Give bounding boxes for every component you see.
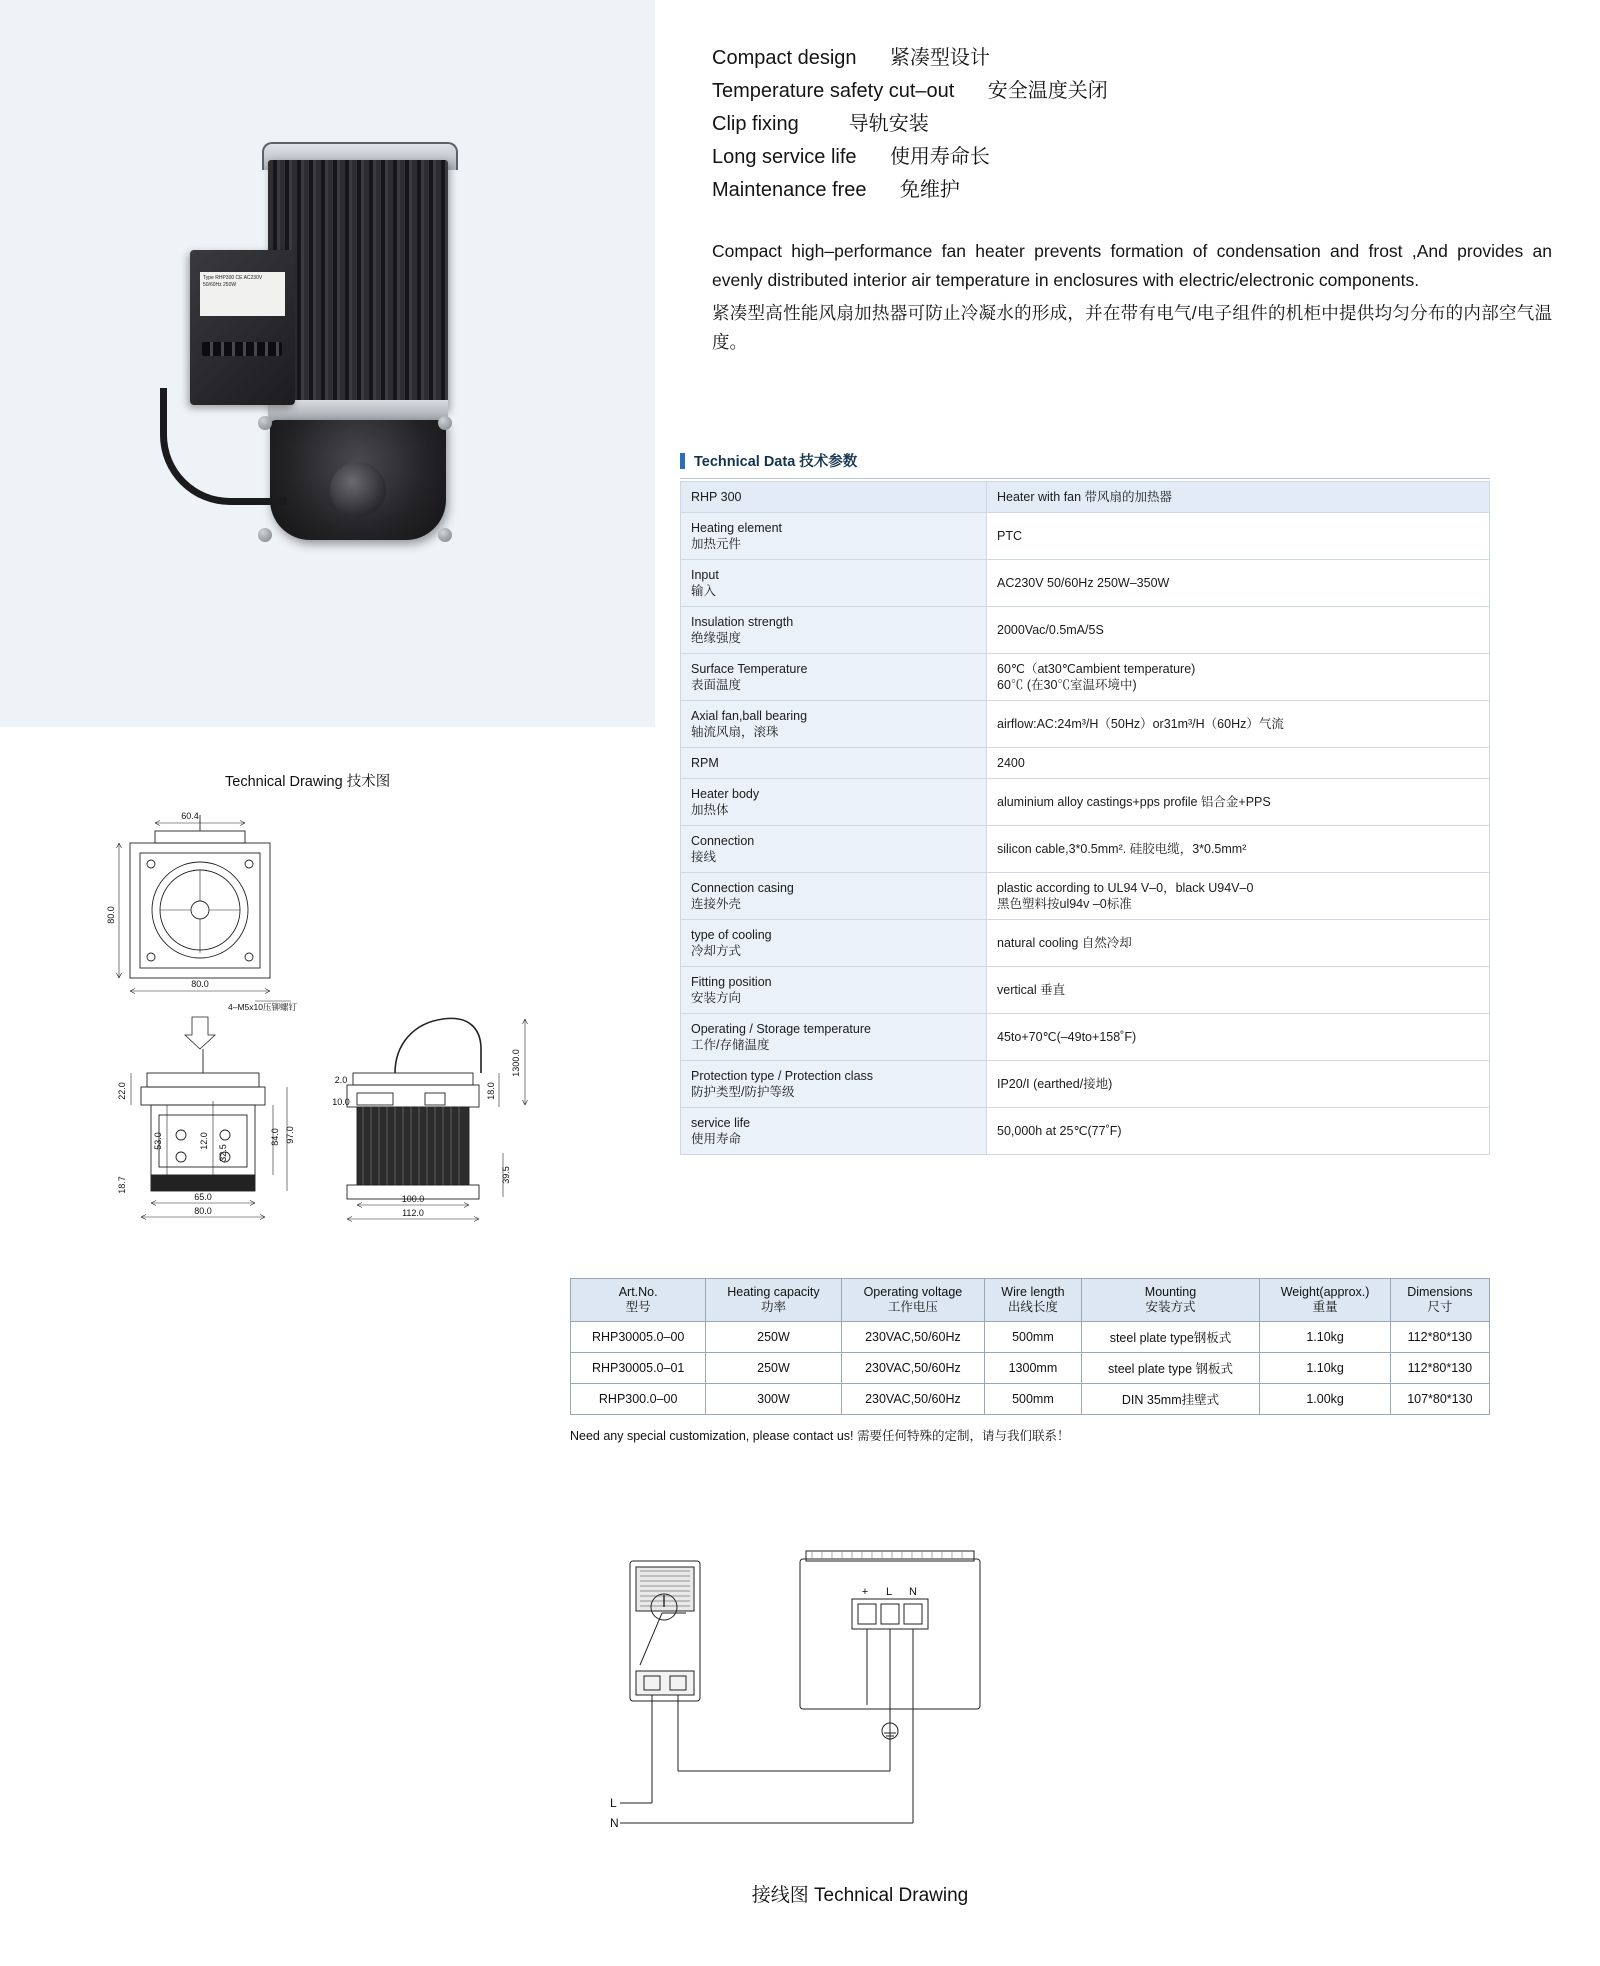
spec-key-cn: 表面温度	[691, 678, 742, 692]
spec-value-en: plastic according to UL94 V–0，black U94V–0	[997, 881, 1254, 895]
feature-item: Maintenance free 免维护	[712, 179, 960, 201]
table-row	[681, 1108, 1490, 1155]
cell-mounting: steel plate type 钢板式	[1081, 1353, 1260, 1384]
svg-text:10.0: 10.0	[332, 1097, 350, 1107]
mount-foot	[438, 416, 452, 430]
spec-key-en: Heater body	[691, 787, 760, 801]
spec-value	[987, 607, 1490, 654]
col-label-en: Heating capacity	[727, 1285, 820, 1299]
spec-key-cn: 绝缘强度	[691, 631, 742, 645]
cell-operating-voltage: 230VAC,50/60Hz	[841, 1353, 985, 1384]
mount-foot	[258, 416, 272, 430]
spec-value-en: vertical 垂直	[997, 983, 1066, 997]
spec-key	[681, 748, 987, 779]
svg-text:L: L	[885, 1586, 893, 1598]
spec-key-cn: 防护类型/防护等级	[691, 1085, 795, 1099]
spec-key-en: Insulation strength	[691, 615, 794, 629]
spec-value-en: aluminium alloy castings+pps profile 铝合金+PPS	[997, 795, 1271, 809]
svg-text:L: L	[610, 1796, 617, 1810]
spec-key	[681, 1014, 987, 1061]
spec-value	[987, 873, 1490, 920]
col-label-en: Operating voltage	[863, 1285, 963, 1299]
spec-value	[987, 748, 1490, 779]
spec-value-en: 2400	[997, 756, 1025, 770]
cell-art-no: RHP300.0–00	[571, 1384, 706, 1415]
spec-key	[681, 654, 987, 701]
spec-value	[987, 826, 1490, 873]
table-row	[681, 654, 1490, 701]
table-row	[681, 1061, 1490, 1108]
spec-key	[681, 560, 987, 607]
table-row	[571, 1353, 1490, 1384]
svg-text:N: N	[909, 1586, 917, 1598]
product-label: Type RHP300 CE AC230V 50/60Hz 250W	[200, 272, 285, 316]
spec-key-en: Axial fan,ball bearing	[691, 709, 808, 723]
cell-heating-capacity: 250W	[706, 1353, 841, 1384]
svg-text:2.0: 2.0	[334, 1075, 348, 1085]
spec-value-en: Heater with fan 带风扇的加热器	[997, 490, 1173, 504]
spec-value	[987, 701, 1490, 748]
col-wire-length	[985, 1279, 1081, 1322]
article-table	[570, 1278, 1490, 1415]
spec-key-en: Protection type / Protection class	[691, 1069, 874, 1083]
col-label-en: Wire length	[1001, 1285, 1065, 1299]
table-row	[681, 920, 1490, 967]
svg-text:65.0: 65.0	[194, 1192, 212, 1202]
spec-key-en: Operating / Storage temperature	[691, 1022, 871, 1036]
table-row	[681, 779, 1490, 826]
spec-key	[681, 920, 987, 967]
cell-operating-voltage: 230VAC,50/60Hz	[841, 1384, 985, 1415]
cell-wire-length: 1300mm	[985, 1353, 1081, 1384]
spec-key-cn: 加热元件	[691, 537, 742, 551]
spec-value-en: 50,000h at 25℃(77˚F)	[997, 1124, 1122, 1138]
svg-text:1300.0: 1300.0	[511, 1049, 521, 1077]
table-row	[681, 873, 1490, 920]
svg-text:53.0: 53.0	[153, 1132, 163, 1150]
cell-wire-length: 500mm	[985, 1384, 1081, 1415]
fan-hub	[330, 462, 386, 518]
feature-list	[712, 42, 1552, 207]
svg-text:18.0: 18.0	[486, 1082, 496, 1100]
spec-value	[987, 482, 1490, 513]
heater-silver-band	[268, 400, 448, 422]
spec-key-cn: 连接外壳	[691, 897, 742, 911]
spec-key-en: Heating element	[691, 521, 783, 535]
table-row	[681, 701, 1490, 748]
drawing-title: Technical Drawing 技术图	[225, 774, 391, 790]
table-row	[681, 513, 1490, 560]
spec-key	[681, 513, 987, 560]
spec-value-en: 60℃（at30℃ambient temperature)	[997, 662, 1196, 676]
table-row	[681, 560, 1490, 607]
spec-value	[987, 779, 1490, 826]
svg-text:80.0: 80.0	[106, 906, 116, 924]
svg-text:112.0: 112.0	[402, 1208, 424, 1218]
col-operating-voltage	[841, 1279, 985, 1322]
spec-value	[987, 967, 1490, 1014]
spec-key-en: Connection casing	[691, 881, 794, 895]
col-label-en: Art.No.	[618, 1285, 658, 1299]
table-row	[681, 1014, 1490, 1061]
spec-key-cn: 冷却方式	[691, 944, 742, 958]
mount-foot	[438, 528, 452, 542]
spec-key-cn: 加热体	[691, 803, 729, 817]
cell-mounting: DIN 35mm挂壁式	[1081, 1384, 1260, 1415]
cell-weight: 1.10kg	[1260, 1353, 1390, 1384]
wiring-diagram	[600, 1545, 1120, 1875]
col-label-cn: 功率	[760, 1300, 786, 1314]
article-table-section	[570, 1278, 1490, 1444]
spec-key-en: service life	[691, 1116, 751, 1130]
svg-text:60.4: 60.4	[181, 811, 199, 821]
cell-dimensions: 112*80*130	[1390, 1353, 1489, 1384]
svg-text:4–M5x10压铆螺钉: 4–M5x10压铆螺钉	[228, 1002, 297, 1012]
svg-text:N: N	[610, 1816, 619, 1830]
spec-value	[987, 513, 1490, 560]
svg-text:80.0: 80.0	[191, 979, 209, 989]
svg-text:80.0: 80.0	[194, 1206, 212, 1216]
spec-key	[681, 701, 987, 748]
spec-value	[987, 1108, 1490, 1155]
col-dimensions	[1390, 1279, 1489, 1322]
feature-item: Compact design 紧凑型设计	[712, 47, 990, 69]
spec-key	[681, 482, 987, 513]
description-en: Compact high–performance fan heater prevents formation of condensation and frost ,And provides an evenly distributed interior air temperature in enclosures with electric/electronic components.	[712, 241, 1552, 290]
spec-value-en: 2000Vac/0.5mA/5S	[997, 623, 1104, 637]
cell-dimensions: 112*80*130	[1390, 1322, 1489, 1353]
svg-text:+: +	[861, 1586, 869, 1598]
feature-item: Long service life 使用寿命长	[712, 146, 990, 168]
wiring-diagram-caption: 接线图 Technical Drawing	[751, 1885, 969, 1906]
feature-item: Clip fixing 导轨安装	[712, 113, 929, 135]
customization-note: Need any special customization, please contact us! 需要任何特殊的定制，请与我们联系！	[570, 1429, 1070, 1443]
col-mounting	[1081, 1279, 1260, 1322]
spec-value	[987, 920, 1490, 967]
svg-text:18.7: 18.7	[117, 1176, 127, 1194]
spec-value	[987, 654, 1490, 701]
accent-bar-icon	[680, 453, 685, 469]
spec-key	[681, 967, 987, 1014]
spec-value-en: IP20/I (earthed/接地)	[997, 1077, 1113, 1091]
power-cable	[160, 388, 287, 505]
spec-key-en: Connection	[691, 834, 755, 848]
col-label-en: Dimensions	[1407, 1285, 1473, 1299]
spec-key	[681, 826, 987, 873]
col-label-cn: 尺寸	[1427, 1300, 1453, 1314]
spec-key-en: Input	[691, 568, 719, 582]
spec-value-en: AC230V 50/60Hz 250W–350W	[997, 576, 1170, 590]
svg-text:39.5: 39.5	[501, 1166, 511, 1184]
svg-text:12.0: 12.0	[199, 1132, 209, 1150]
spec-value-en: 45to+70℃(–49to+158˚F)	[997, 1030, 1137, 1044]
spec-key-en: Surface Temperature	[691, 662, 808, 676]
col-art-no	[571, 1279, 706, 1322]
cell-dimensions: 107*80*130	[1390, 1384, 1489, 1415]
heater-fins	[268, 160, 448, 410]
svg-text:100.0: 100.0	[401, 1194, 425, 1204]
technical-data-title: Technical Data 技术参数	[694, 454, 858, 470]
fan-housing	[270, 420, 446, 540]
spec-key-cn: 轴流风扇，滚珠	[691, 725, 779, 739]
spec-key-en: type of cooling	[691, 928, 772, 942]
table-row	[571, 1322, 1490, 1353]
terminal-box	[190, 250, 295, 405]
svg-text:97.0: 97.0	[285, 1126, 295, 1144]
spec-key	[681, 1061, 987, 1108]
spec-value	[987, 1061, 1490, 1108]
technical-data-header	[680, 450, 1490, 479]
cell-weight: 1.00kg	[1260, 1384, 1390, 1415]
feature-item: Temperature safety cut–out 安全温度关闭	[712, 80, 1108, 102]
cell-weight: 1.10kg	[1260, 1322, 1390, 1353]
spec-value-en: natural cooling 自然冷却	[997, 936, 1132, 950]
col-weight	[1260, 1279, 1390, 1322]
spec-key-en: RPM	[691, 756, 719, 770]
table-row	[681, 967, 1490, 1014]
col-label-cn: 重量	[1312, 1300, 1338, 1314]
technical-data-table	[680, 481, 1490, 1155]
table-row	[681, 826, 1490, 873]
mount-foot	[258, 528, 272, 542]
table-row	[681, 607, 1490, 654]
feature-text-column	[712, 42, 1552, 361]
cell-mounting: steel plate type钢板式	[1081, 1322, 1260, 1353]
technical-data-section	[680, 450, 1490, 1155]
spec-key	[681, 779, 987, 826]
spec-key-cn: 使用寿命	[691, 1132, 742, 1146]
spec-key-cn: 接线	[691, 850, 717, 864]
col-label-cn: 出线长度	[1007, 1300, 1058, 1314]
cell-heating-capacity: 250W	[706, 1322, 841, 1353]
spec-key-cn: 安装方向	[691, 991, 742, 1005]
table-row	[681, 748, 1490, 779]
col-label-en: Mounting	[1144, 1285, 1197, 1299]
spec-value	[987, 1014, 1490, 1061]
svg-text:22.0: 22.0	[117, 1082, 127, 1100]
cell-heating-capacity: 300W	[706, 1384, 841, 1415]
cell-operating-voltage: 230VAC,50/60Hz	[841, 1322, 985, 1353]
col-label-cn: 安装方式	[1145, 1300, 1196, 1314]
spec-key-en: RHP 300	[691, 490, 742, 504]
col-label-en: Weight(approx.)	[1280, 1285, 1370, 1299]
spec-key	[681, 873, 987, 920]
cell-art-no: RHP30005.0–00	[571, 1322, 706, 1353]
table-header-row	[571, 1279, 1490, 1322]
col-label-cn: 型号	[625, 1300, 651, 1314]
cell-wire-length: 500mm	[985, 1322, 1081, 1353]
cell-art-no: RHP30005.0–01	[571, 1353, 706, 1384]
spec-value-cn: 黑色塑料按ul94v –0标准	[997, 897, 1132, 911]
spec-value-en: airflow:AC:24m³/H（50Hz）or31m³/H（60Hz）气流	[997, 717, 1284, 731]
spec-key	[681, 607, 987, 654]
table-row	[571, 1384, 1490, 1415]
spec-key	[681, 1108, 987, 1155]
terminal-slots	[202, 342, 282, 356]
spec-value-en: silicon cable,3*0.5mm². 硅胶电缆，3*0.5mm²	[997, 842, 1247, 856]
product-photo	[150, 130, 510, 550]
spec-key-cn: 输入	[691, 584, 717, 598]
col-heating-capacity	[706, 1279, 841, 1322]
spec-key-en: Fitting position	[691, 975, 772, 989]
svg-text:32.5: 32.5	[218, 1144, 228, 1162]
svg-text:84.0: 84.0	[270, 1128, 280, 1146]
spec-value-en: PTC	[997, 529, 1022, 543]
description-cn: 紧凑型高性能风扇加热器可防止冷凝水的形成，并在带有电气/电子组件的机柜中提供均匀分布的内部空气温度。	[712, 303, 1552, 352]
table-row	[681, 482, 1490, 513]
spec-value	[987, 560, 1490, 607]
spec-value-cn: 60℃ (在30℃室温环境中)	[997, 678, 1137, 692]
col-label-cn: 工作电压	[887, 1300, 938, 1314]
spec-key-cn: 工作/存储温度	[691, 1038, 770, 1052]
product-photo-panel	[0, 0, 655, 727]
